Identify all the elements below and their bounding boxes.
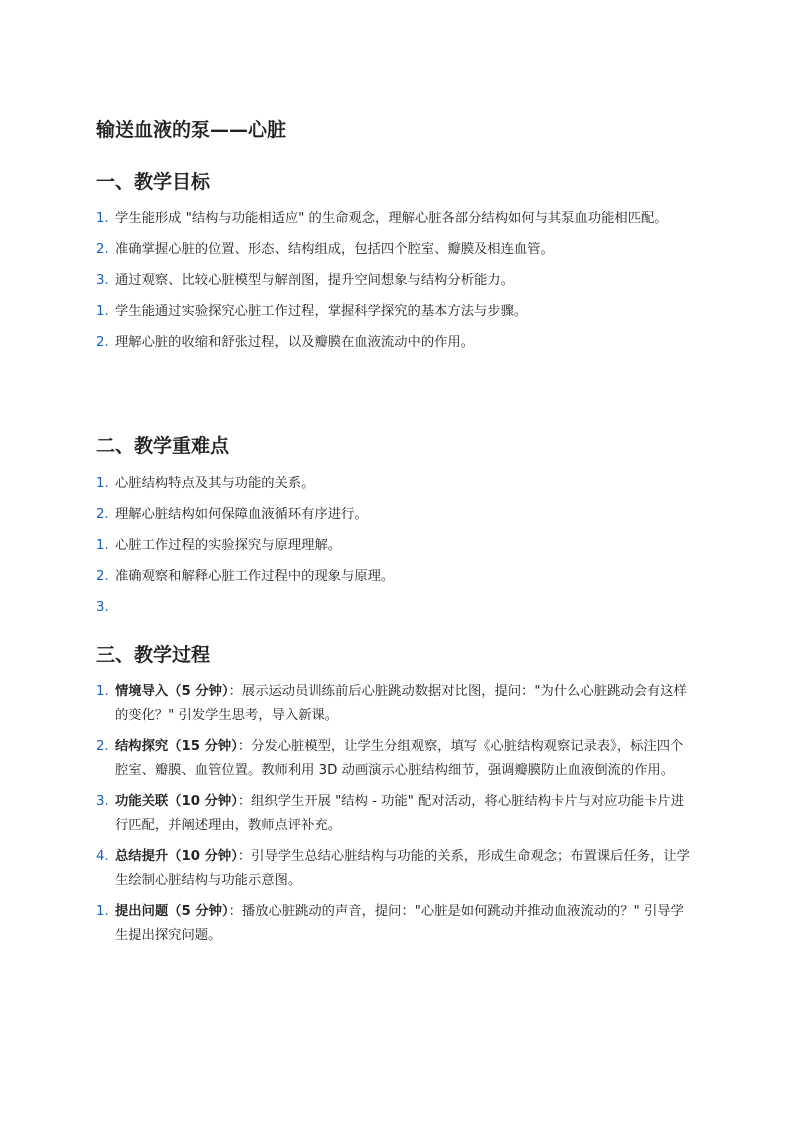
list-item — [96, 300, 696, 324]
list-text: ：引导学生总结心脏结构与功能的关系，形成生命观念；布置课后任务，让学生绘制心脏结构与功能示意图。 — [115, 849, 690, 888]
list-text: ：分发心脏模型，让学生分组观察，填写《心脏结构观察记录表》，标注四个腔室、瓣膜、血管位置。教师利用 3D 动画演示心脏结构细节，强调瓣膜防止血液倒流的作用。 — [115, 739, 684, 778]
list-number: 2. — [96, 507, 109, 522]
step-label: 结构探究（15 分钟） — [115, 739, 238, 754]
list-item — [96, 207, 696, 231]
list-number: 4. — [96, 849, 109, 864]
list-text: 理解心脏结构如何保障血液循环有序进行。 — [115, 507, 368, 522]
list-text: 学生能形成 "结构与功能相适应" 的生命观念，理解心脏各部分结构如何与其泵血功能相匹配。 — [115, 211, 668, 226]
list-item — [96, 790, 696, 838]
objectives-list — [96, 207, 696, 362]
list-number: 2. — [96, 242, 109, 257]
document-title: 输送血液的泵——心脏 — [96, 119, 287, 141]
list-item — [96, 472, 696, 496]
list-item — [96, 269, 696, 293]
list-item — [96, 534, 696, 558]
section-heading-process: 三、教学过程 — [96, 644, 211, 666]
step-label: 总结提升（10 分钟） — [115, 849, 238, 864]
process-list — [96, 680, 696, 955]
list-number: 1. — [96, 304, 109, 319]
list-text: 心脏工作过程的实验探究与原理理解。 — [115, 538, 342, 553]
list-number: 1. — [96, 211, 109, 226]
list-text: ：播放心脏跳动的声音，提问："心脏是如何跳动并推动血液流动的？" 引导学生提出探究问题。 — [115, 904, 684, 943]
list-number: 2. — [96, 739, 109, 754]
list-text: ：组织学生开展 "结构 - 功能" 配对活动，将心脏结构卡片与对应功能卡片进行匹配，并阐述理由，教师点评补充。 — [115, 794, 684, 833]
list-text: 心脏结构特点及其与功能的关系。 — [115, 476, 315, 491]
list-item — [96, 845, 696, 893]
list-text: 理解心脏的收缩和舒张过程，以及瓣膜在血液流动中的作用。 — [115, 335, 475, 350]
list-number: 2. — [96, 569, 109, 584]
list-number: 3. — [96, 600, 109, 615]
list-item — [96, 331, 696, 355]
list-number: 3. — [96, 794, 109, 809]
list-text: 通过观察、比较心脏模型与解剖图，提升空间想象与结构分析能力。 — [115, 273, 514, 288]
list-number: 1. — [96, 476, 109, 491]
list-number: 1. — [96, 904, 109, 919]
key-points-list — [96, 472, 696, 627]
list-text: 准确观察和解释心脏工作过程中的现象与原理。 — [115, 569, 395, 584]
list-text: 学生能通过实验探究心脏工作过程，掌握科学探究的基本方法与步骤。 — [115, 304, 528, 319]
list-item — [96, 596, 696, 620]
list-number: 1. — [96, 538, 109, 553]
section-heading-key-points: 二、教学重难点 — [96, 435, 230, 457]
step-label: 情境导入（5 分钟） — [115, 684, 229, 699]
list-item — [96, 503, 696, 527]
step-label: 功能关联（10 分钟） — [115, 794, 238, 809]
list-text: 准确掌握心脏的位置、形态、结构组成，包括四个腔室、瓣膜及相连血管。 — [115, 242, 554, 257]
section-heading-objectives: 一、教学目标 — [96, 171, 211, 193]
list-text: ：展示运动员训练前后心脏跳动数据对比图，提问："为什么心脏跳动会有这样的变化？" 引发学生思考，导入新课。 — [115, 684, 687, 723]
list-item — [96, 238, 696, 262]
list-item — [96, 565, 696, 589]
list-item — [96, 680, 696, 728]
list-item — [96, 900, 696, 948]
list-number: 3. — [96, 273, 109, 288]
list-number: 2. — [96, 335, 109, 350]
list-item — [96, 735, 696, 783]
step-label: 提出问题（5 分钟） — [115, 904, 229, 919]
list-number: 1. — [96, 684, 109, 699]
